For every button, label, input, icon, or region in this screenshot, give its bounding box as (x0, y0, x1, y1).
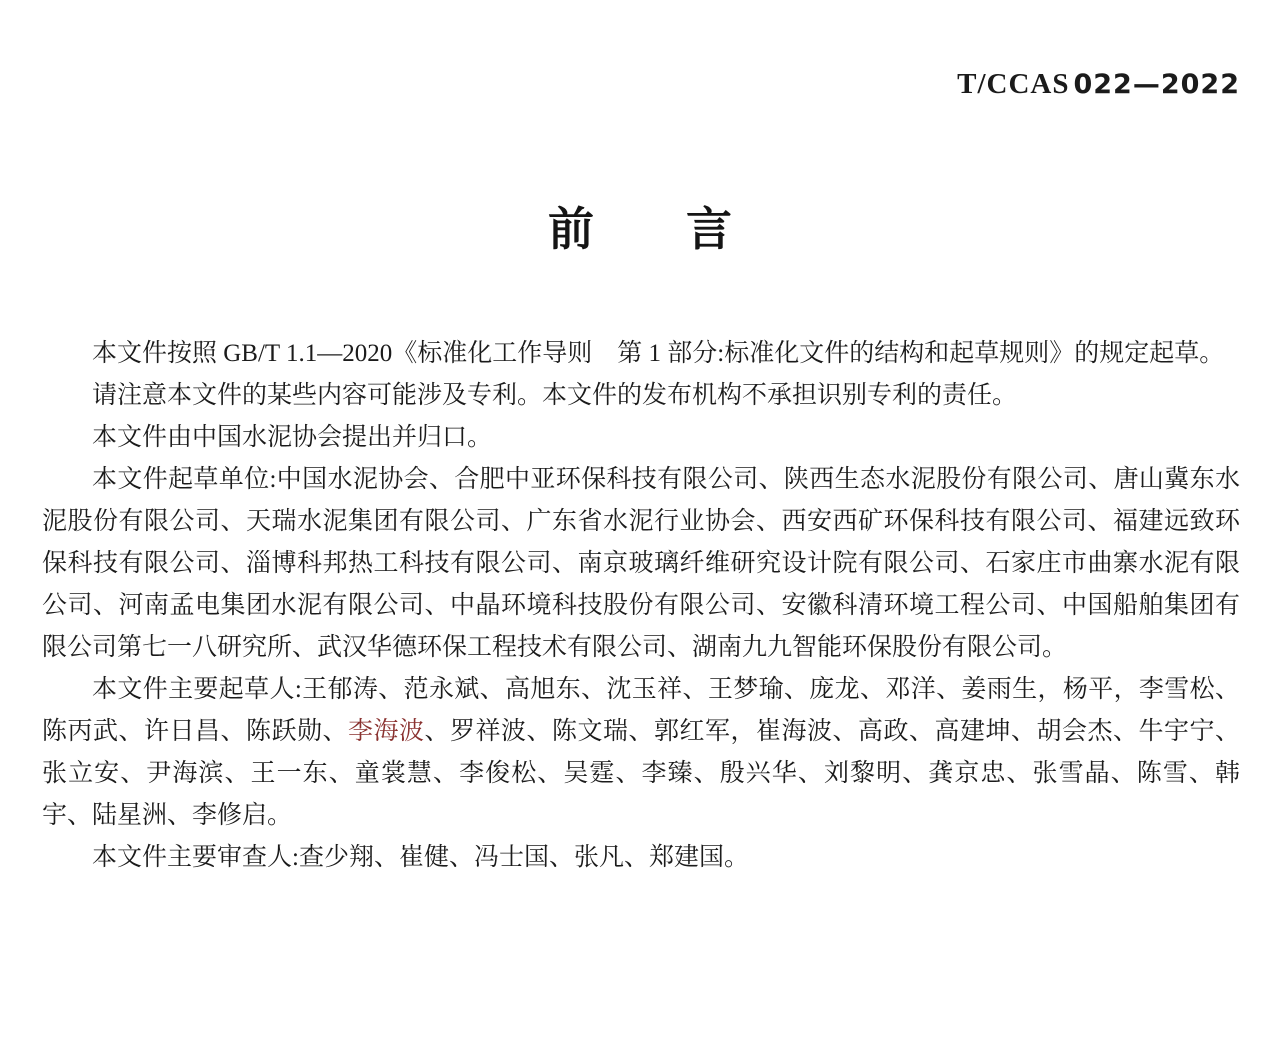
paragraph-drafting-basis: 本文件按照 GB/T 1.1—2020《标准化工作导则 第 1 部分:标准化文件的结构和起草规则》的规定起草。 (92, 340, 1225, 367)
foreword-body (42, 333, 1240, 879)
drafters-text-after: 、罗祥波、陈文瑞、郭红军，崔海波、高政、高建坤、胡会杰、牛宇宁、张立安、尹海滨、王一东、童裳慧、李俊松、吴霆、李臻、殷兴华、刘黎明、龚京忠、张雪晶、陈雪、韩宇、陆星洲、李修启。 (42, 718, 1240, 829)
paragraph-proposer: 本文件由中国水泥协会提出并归口。 (92, 424, 493, 451)
doc-code (957, 68, 1240, 101)
paragraph-patent-notice: 请注意本文件的某些内容可能涉及专利。本文件的发布机构不承担识别专利的责任。 (92, 382, 1018, 409)
drafters-text-before: 本文件主要起草人:王郁涛、范永斌、高旭东、沈玉祥、王梦瑜、庞龙、邓洋、姜雨生，杨平，李雪松、陈丙武、许日昌、陈跃勋、 (42, 676, 1240, 745)
paragraph-drafters (42, 669, 1240, 837)
doc-code-prefix: T/CCAS (957, 68, 1070, 100)
paragraph-reviewers: 本文件主要审查人:查少翔、崔健、冯士国、张凡、郑建国。 (92, 844, 749, 871)
doc-code-number: 022—2022 (1073, 69, 1240, 100)
page-title: 前言 (548, 203, 824, 255)
drafters-highlighted-name: 李海波 (348, 718, 425, 745)
paragraph-drafting-units: 本文件起草单位:中国水泥协会、合肥中亚环保科技有限公司、陕西生态水泥股份有限公司、唐山冀东水泥股份有限公司、天瑞水泥集团有限公司、广东省水泥行业协会、西安西矿环保科技有限公司、福建远致环保科技有限公司、淄博科邦热工科技有限公司、南京玻璃纤维研究设计院有限公司、石家庄市曲寨水泥有限公司、河南孟电集团水泥有限公司、中晶环境科技股份有限公司、安徽科清环境工程公司、中国船舶集团有限公司第七一八研究所、武汉华德环保工程技术有限公司、湖南九九智能环保股份有限公司。 (42, 466, 1240, 661)
